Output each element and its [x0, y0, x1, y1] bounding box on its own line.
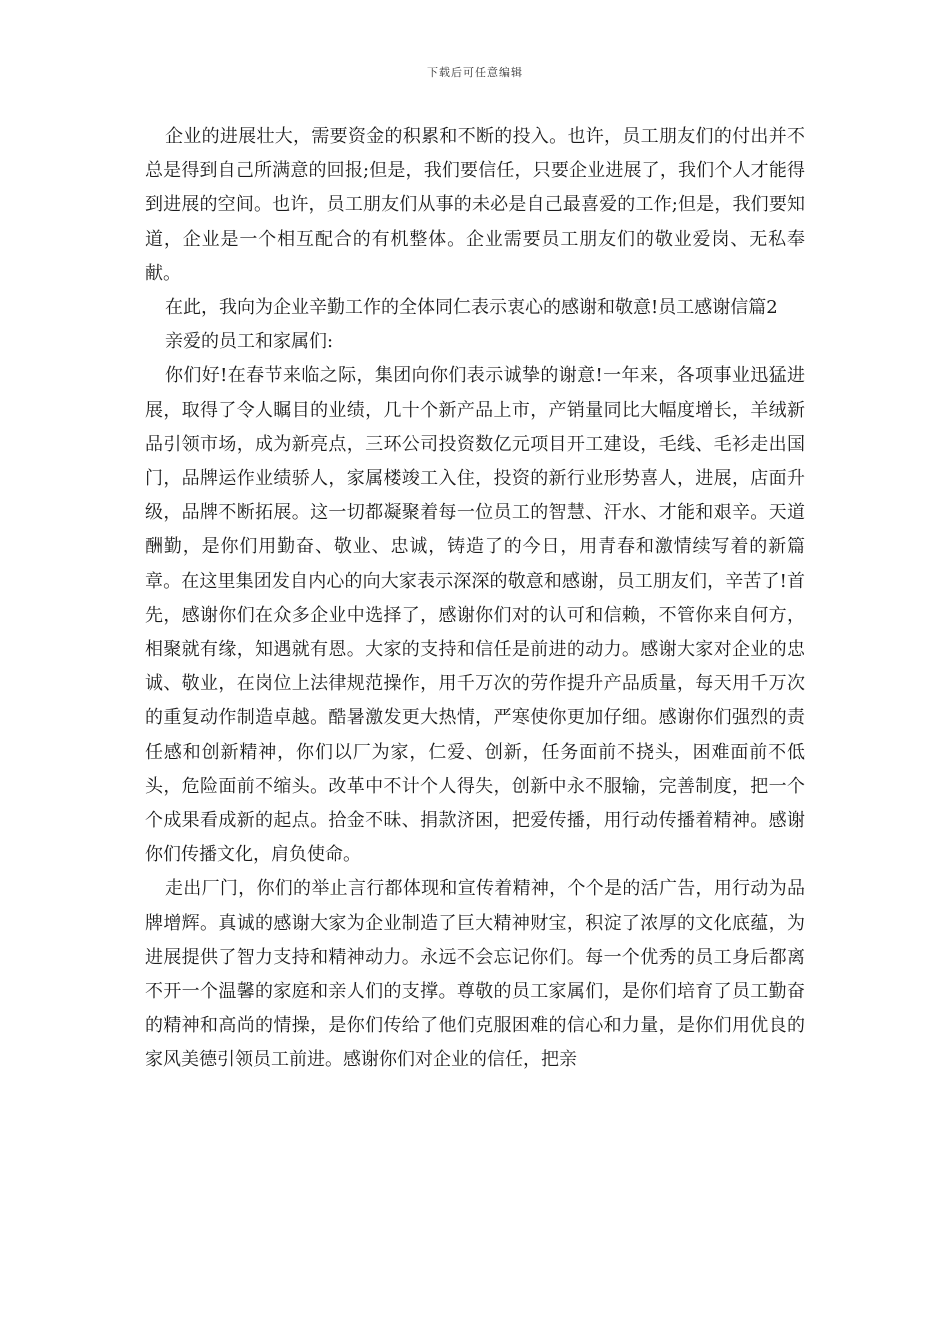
document-body — [145, 120, 805, 1078]
paragraph: 你们好!在春节来临之际，集团向你们表示诚挚的谢意!一年来，各项事业迅猛进展，取得了令人瞩目的业绩，几十个新产品上市，产销量同比大幅度增长，羊绒新品引领市场，成为新亮点，三环公司投资数亿元项目开工建设，毛线、毛衫走出国门，品牌运作业绩骄人，家属楼竣工入住，投资的新行业形势喜人，进展，店面升级，品牌不断拓展。这一切都凝聚着每一位员工的智慧、汗水、才能和艰辛。天道酬勤，是你们用勤奋、敬业、忠诚，铸造了的今日，用青春和激情续写着的新篇章。在这里集团发自内心的向大家表示深深的敬意和感谢，员工朋友们，辛苦了!首先，感谢你们在众多企业中选择了，感谢你们对的认可和信赖，不管你来自何方，相聚就有缘，知遇就有恩。大家的支持和信任是前进的动力。感谢大家对企业的忠诚、敬业，在岗位上法律规范操作，用千万次的劳作提升产品质量，每天用千万次的重复动作制造卓越。酷暑激发更大热情，严寒使你更加仔细。感谢你们强烈的责任感和创新精神，你们以厂为家，仁爱、创新，任务面前不挠头，困难面前不低头，危险面前不缩头。改革中不计个人得失，创新中永不服输，完善制度，把一个个成果看成新的起点。拾金不昧、捐款济困，把爱传播，用行动传播着精神。感谢你们传播文化，肩负使命。 — [145, 365, 805, 866]
paragraph: 走出厂门，你们的举止言行都体现和宣传着精神，个个是的活广告，用行动为品牌增辉。真诚的感谢大家为企业制造了巨大精神财宝，积淀了浓厚的文化底蕴，为进展提供了智力支持和精神动力。永远不会忘记你们。每一个优秀的员工身后都离不开一个温馨的家庭和亲人们的支撑。尊敬的员工家属们，是你们培育了员工勤奋的精神和高尚的情操，是你们传给了他们克服困难的信心和力量，是你们用优良的家风美德引领员工前进。感谢你们对企业的信任，把亲 — [145, 878, 805, 1071]
paragraph: 在此，我向为企业辛勤工作的全体同仁表示衷心的感谢和敬意!员工感谢信篇2 — [165, 297, 778, 319]
paragraph: 企业的进展壮大，需要资金的积累和不断的投入。也许，员工朋友们的付出并不总是得到自己所满意的回报;但是，我们要信任，只要企业进展了，我们个人才能得到进展的空间。也许，员工朋友们从事的未必是自己最喜爱的工作;但是，我们要知道，企业是一个相互配合的有机整体。企业需要员工朋友们的敬业爱岗、无私奉献。 — [145, 126, 805, 284]
paragraph: 亲爱的员工和家属们: — [165, 331, 334, 353]
header-note: 下载后可任意编辑 — [427, 66, 523, 79]
